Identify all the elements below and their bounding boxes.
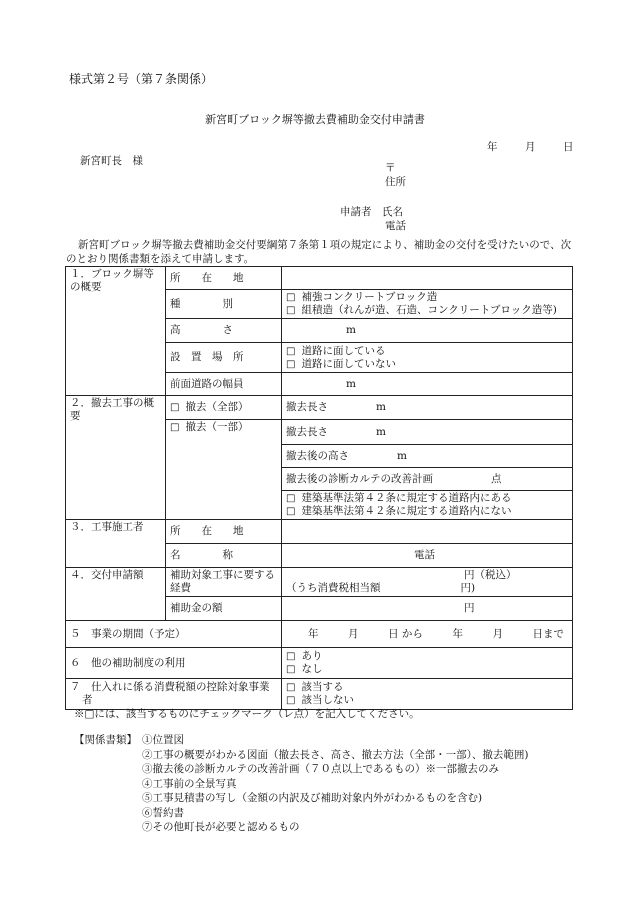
sec3-header: ３．工事施工者 <box>66 520 166 568</box>
after-height-unit: m <box>397 449 407 462</box>
doc-item: ⑤工事見積書の写し（金額の内訳及び補助対象内外がわかるものを含む) <box>142 792 483 804</box>
sec1-road-field[interactable] <box>282 373 573 396</box>
length-unit: m <box>376 425 386 438</box>
doc-item: ⑥誓約書 <box>142 806 184 819</box>
sec7-header: ７ 仕入れに係る消費税額の控除対象事業者 <box>66 679 282 710</box>
end-month: 月 <box>492 627 503 640</box>
full-removal-label: 撤去（全部） <box>185 401 249 413</box>
sec1-height-field[interactable] <box>282 319 573 343</box>
doc-item: ①位置図 <box>142 734 184 746</box>
sec1-type-options <box>282 290 573 319</box>
road-out-opt: 建築基準法第４２条に規定する道路内にない <box>301 505 512 517</box>
sec1-road-label: 前面道路の幅員 <box>166 373 282 396</box>
sec1-height-label: 高 さ <box>166 319 282 343</box>
sec4-subsidy-label: 補助金の額 <box>166 597 282 621</box>
sec2-full-length[interactable] <box>282 396 573 420</box>
name-label: 氏名 <box>382 206 403 218</box>
yen-tax-incl: 円（税込） <box>464 569 517 581</box>
sec5-period-field[interactable] <box>282 621 573 648</box>
checkbox[interactable]: □ <box>286 651 296 662</box>
yen-unit: 円 <box>464 602 475 614</box>
sec1-header: １．ブロック塀等の概要 <box>66 267 166 396</box>
tax-applicable-yes: 該当する <box>301 681 344 693</box>
date-month: 月 <box>525 141 536 153</box>
date-year: 年 <box>487 141 498 153</box>
end-year: 年 <box>452 627 463 640</box>
sec2-header: ２．撤去工事の概要 <box>66 396 166 520</box>
sec2-full <box>166 396 282 420</box>
sec2-partial-length[interactable] <box>282 420 573 445</box>
sec1-place-options <box>282 343 573 373</box>
sec2-partial <box>166 420 282 520</box>
sec6-options <box>282 648 573 679</box>
sec2-road-options <box>282 491 573 520</box>
sec3-location-label: 所 在 地 <box>166 520 282 544</box>
place-opt-facing: 道路に面している <box>301 344 386 357</box>
checkbox-note: ※□には、該当するものにチェックマーク（レ点）を記入してください。 <box>74 708 420 720</box>
height-unit: m <box>346 324 356 336</box>
checkbox[interactable]: □ <box>286 664 296 675</box>
sec1-location-label: 所 在 地 <box>166 267 282 290</box>
sec4-subsidy-field[interactable] <box>282 597 573 621</box>
checkbox[interactable]: □ <box>286 292 296 303</box>
checkbox[interactable]: □ <box>286 682 296 693</box>
length-unit: m <box>376 401 386 413</box>
end-day: 日まで <box>532 627 564 640</box>
sec4-header: ４．交付申請額 <box>66 568 166 621</box>
partial-removal-label: 撤去（一部） <box>185 421 249 433</box>
application-table <box>65 266 573 710</box>
document-title: 新宮町ブロック塀等撤去費補助金交付申請書 <box>205 113 425 126</box>
place-opt-not-facing: 道路に面していない <box>301 357 396 370</box>
sec4-cost-label: 補助対象工事に要する経費 <box>166 568 282 597</box>
applicant-block <box>340 161 406 233</box>
form-number: 様式第２号（第７条関係） <box>69 72 214 86</box>
other-subsidy-no: なし <box>301 663 323 675</box>
checkbox[interactable]: □ <box>170 402 180 413</box>
tax-note: （うち消費税相当額 <box>286 582 381 594</box>
other-subsidy-yes: あり <box>301 650 323 662</box>
doc-item: ⑦その他町長が必要と認めるもの <box>142 821 300 833</box>
road-in-opt: 建築基準法第４２条に規定する道路内にある <box>301 492 512 504</box>
checkbox[interactable]: □ <box>286 493 296 504</box>
sec6-header: ６ 他の補助制度の利用 <box>66 648 282 679</box>
checkbox[interactable]: □ <box>286 358 296 370</box>
applicant-label: 申請者 <box>340 206 372 218</box>
date-day: 日 <box>563 141 574 153</box>
sec2-after-height[interactable] <box>282 445 573 468</box>
address-label: 住所 <box>385 176 406 188</box>
postal-mark: 〒 <box>385 162 396 174</box>
doc-item: ②工事の概要がわかる図面（撤去長さ、高さ、撤去方法（全部・一部）、撤去範囲) <box>142 748 529 761</box>
start-year: 年 <box>308 627 319 640</box>
length-label: 撤去長さ <box>286 401 328 413</box>
type-opt-masonry: 組積造（れんが造、石造、コンクリートブロック造等) <box>301 304 557 316</box>
tax-applicable-no: 該当しない <box>301 694 354 706</box>
point-unit: 点 <box>491 472 502 485</box>
yen-close: 円) <box>460 582 476 594</box>
docs-label: 【関係書類】 <box>74 734 137 746</box>
karte-label: 撤去後の診断カルテの改善計画 <box>286 472 433 485</box>
sec5-header: ５ 事業の期間（予定） <box>66 621 282 648</box>
type-opt-reinforced: 補強コンクリートブロック造 <box>301 291 438 303</box>
sec1-place-label: 設 置 場 所 <box>166 343 282 373</box>
checkbox[interactable]: □ <box>286 695 296 706</box>
sec7-options <box>282 679 573 710</box>
checkbox[interactable]: □ <box>286 345 296 357</box>
sec1-type-label: 種 別 <box>166 290 282 319</box>
checkbox[interactable]: □ <box>286 305 296 316</box>
length-label: 撤去長さ <box>286 425 328 438</box>
doc-item: ④工事前の全景写真 <box>142 777 237 790</box>
checkbox[interactable]: □ <box>286 506 296 517</box>
start-month: 月 <box>348 627 359 640</box>
sec3-name-label: 名 称 <box>166 544 282 568</box>
sec1-location-field[interactable] <box>282 267 573 290</box>
sec2-karte[interactable] <box>282 468 573 491</box>
doc-item: ③撤去後の診断カルテの改善計画（７０点以上であるもの）※一部撤去のみ <box>142 763 499 775</box>
sec3-location-field[interactable] <box>282 520 573 544</box>
phone-label: 電話 <box>414 549 435 561</box>
addressee: 新宮町長 様 <box>80 155 143 167</box>
sec3-name-field[interactable] <box>282 544 573 568</box>
checkbox[interactable]: □ <box>170 422 180 433</box>
start-day: 日 から <box>388 627 423 640</box>
date-line <box>487 139 574 154</box>
road-unit: m <box>346 377 356 390</box>
sec4-cost-field[interactable] <box>282 568 573 597</box>
intro-text: 新宮町ブロック塀等撤去費補助金交付要綱第７条第１項の規定により、補助金の交付を受けたいので、次のとおり関係書類を添えて申請します。 <box>66 239 572 265</box>
related-documents <box>74 733 529 835</box>
after-height-label: 撤去後の高さ <box>286 449 349 462</box>
phone-label: 電話 <box>385 220 406 232</box>
